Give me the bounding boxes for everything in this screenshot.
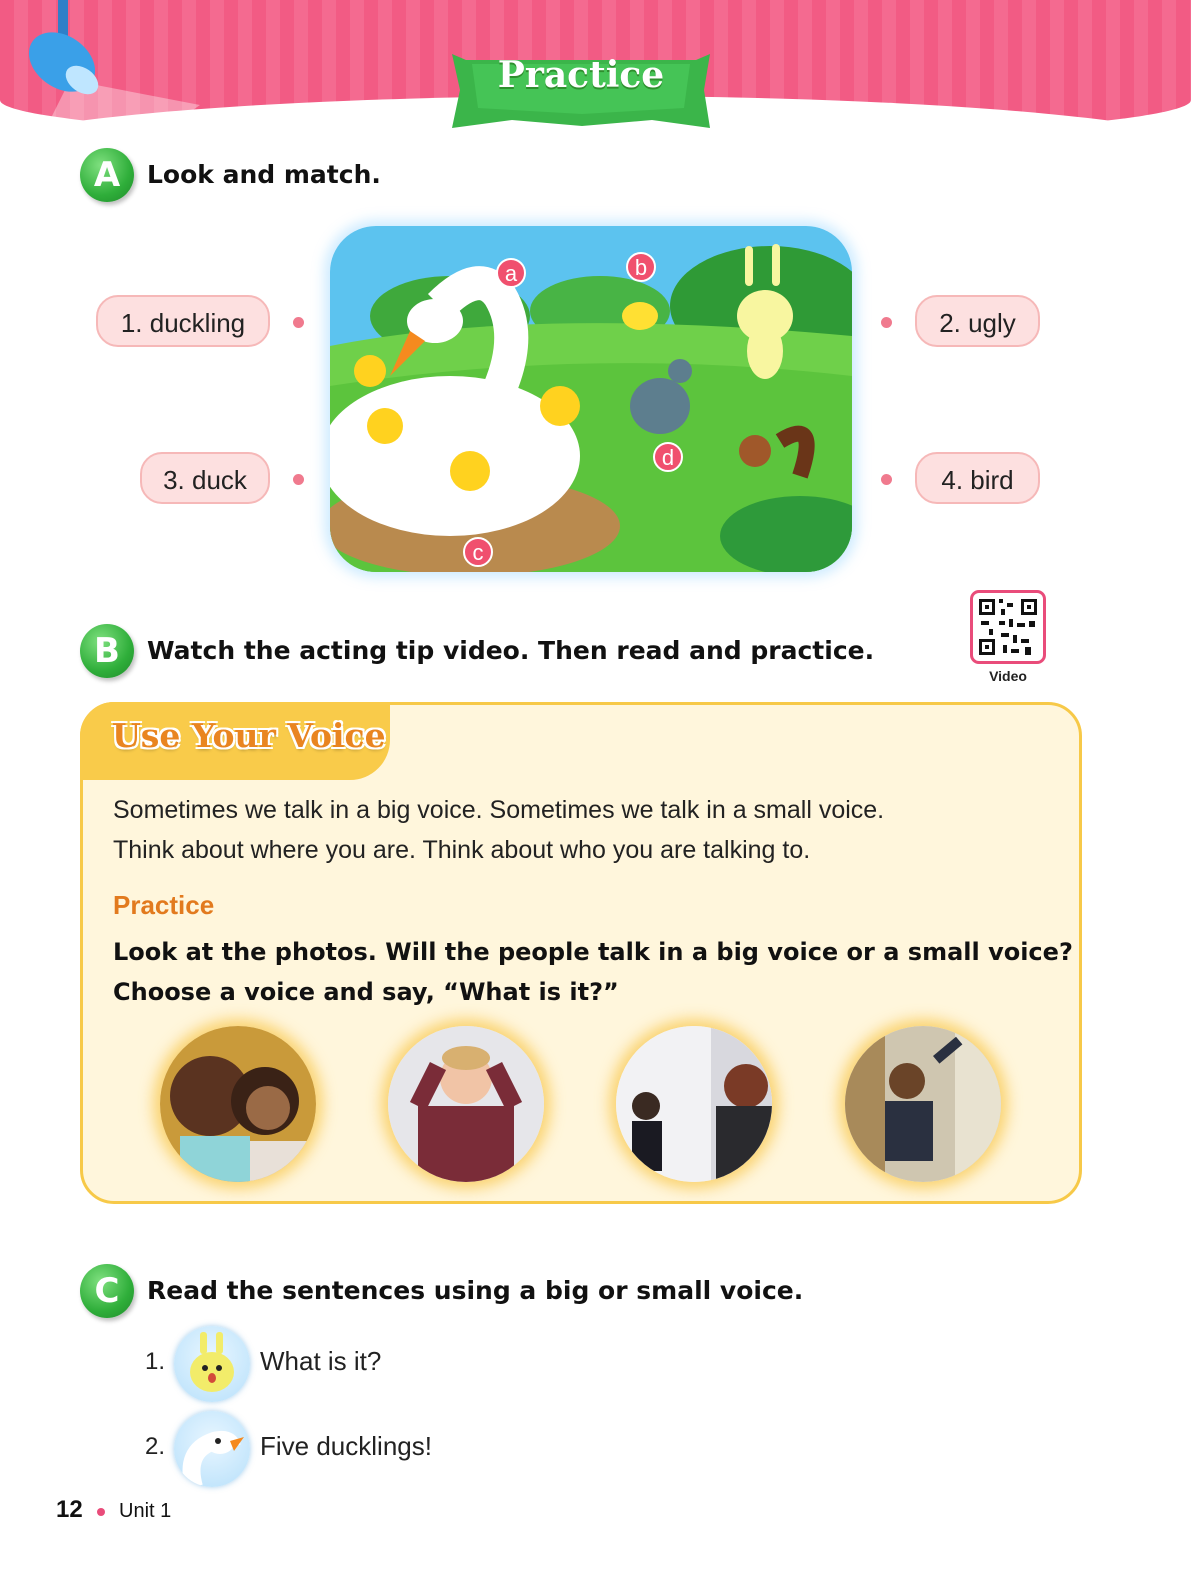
scene-letter-b: b bbox=[626, 252, 656, 282]
match-dot-4[interactable] bbox=[881, 474, 892, 485]
sentence-number-1: 1. bbox=[145, 1348, 166, 1375]
match-dot-3[interactable] bbox=[293, 474, 304, 485]
voice-paragraph-line-1: Sometimes we talk in a big voice. Sometimes we talk in a small voice. bbox=[113, 796, 885, 824]
story-scene-image bbox=[330, 226, 852, 572]
duck-avatar bbox=[174, 1411, 250, 1487]
section-c-title: Read the sentences using a big or small voice. bbox=[147, 1276, 804, 1305]
sentence-2: Five ducklings! bbox=[260, 1431, 432, 1461]
label-bird[interactable]: 4. bird bbox=[915, 452, 1040, 504]
rabbit-avatar bbox=[174, 1326, 250, 1402]
photo-shouting-boy bbox=[388, 1026, 544, 1182]
photo-whispering-girls bbox=[160, 1026, 316, 1182]
video-qr-code[interactable] bbox=[970, 590, 1046, 664]
use-your-voice-title: Use Your Voice bbox=[112, 716, 386, 755]
page-title: Practice bbox=[497, 54, 665, 96]
sentence-number-2: 2. bbox=[145, 1433, 166, 1460]
label-ugly[interactable]: 2. ugly bbox=[915, 295, 1040, 347]
photo-library bbox=[845, 1026, 1001, 1182]
match-dot-1[interactable] bbox=[293, 317, 304, 328]
section-b-title: Watch the acting tip video. Then read and practice. bbox=[147, 636, 875, 665]
label-duckling[interactable]: 1. duckling bbox=[96, 295, 270, 347]
video-label: Video bbox=[989, 668, 1027, 684]
voice-paragraph-line-2: Think about where you are. Think about who you are talking to. bbox=[113, 836, 811, 864]
scene-letter-c: c bbox=[463, 537, 493, 567]
section-a-title: Look and match. bbox=[147, 160, 381, 189]
footer-dot bbox=[97, 1508, 105, 1516]
instruction-line-1: Look at the photos. Will the people talk in a big voice or a small voice? bbox=[113, 938, 1073, 966]
section-a-badge: A bbox=[80, 148, 134, 202]
page-number: 12 bbox=[56, 1496, 83, 1523]
practice-subheading: Practice bbox=[113, 890, 215, 920]
instruction-line-2: Choose a voice and say, “What is it?” bbox=[113, 978, 619, 1006]
section-c-badge: C bbox=[80, 1264, 134, 1318]
label-duck[interactable]: 3. duck bbox=[140, 452, 270, 504]
scene-letter-a: a bbox=[496, 258, 526, 288]
section-b-badge: B bbox=[80, 624, 134, 678]
sentence-1: What is it? bbox=[260, 1346, 382, 1376]
photo-classroom bbox=[616, 1026, 772, 1182]
spotlight-icon bbox=[0, 0, 200, 140]
scene-letter-d: d bbox=[653, 442, 683, 472]
match-dot-2[interactable] bbox=[881, 317, 892, 328]
unit-label: Unit 1 bbox=[119, 1500, 172, 1522]
